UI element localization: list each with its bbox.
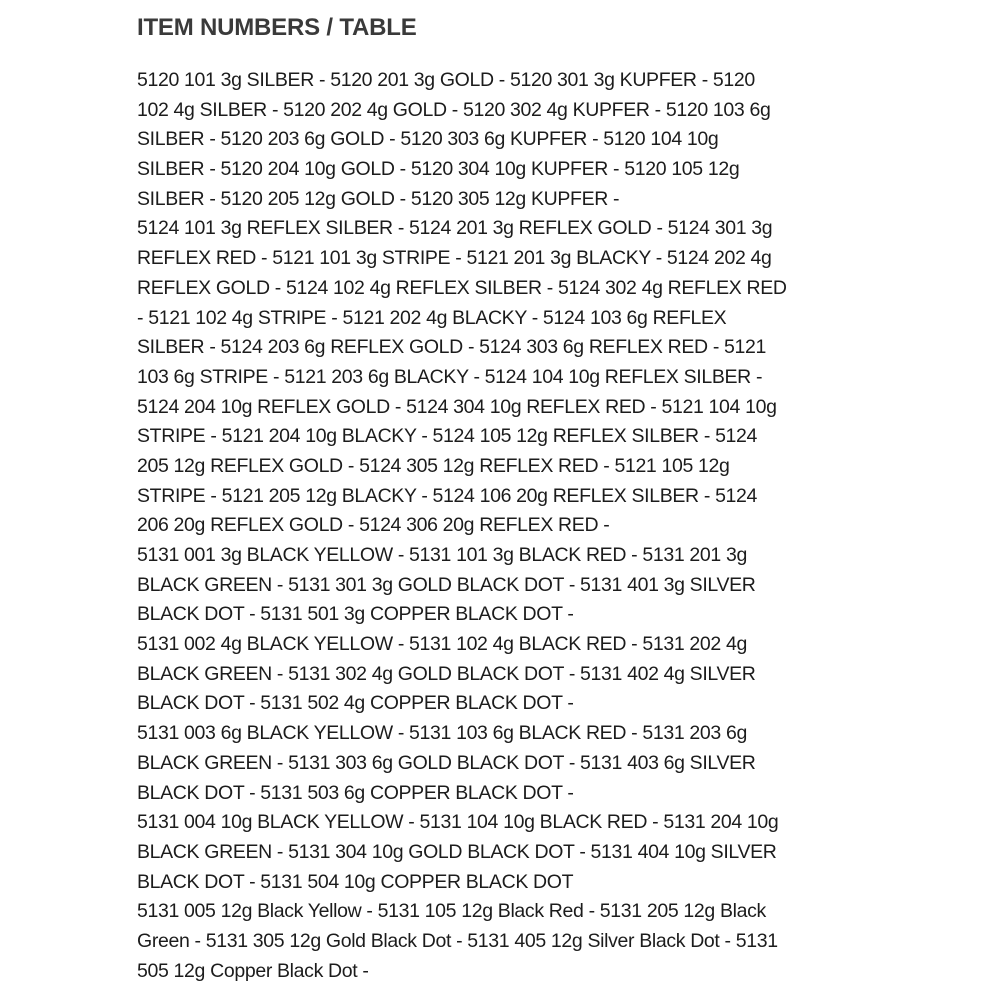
text-line: BLACK DOT - 5131 503 6g COPPER BLACK DOT -: [137, 781, 574, 804]
item-numbers-section: [137, 10, 877, 982]
text-line: BLACK DOT - 5131 501 3g COPPER BLACK DOT -: [137, 603, 574, 626]
text-line: SILBER - 5120 204 10g GOLD - 5120 304 10g KUPFER - 5120 105 12g: [137, 158, 740, 181]
text-line: 103 6g STRIPE - 5121 203 6g BLACKY - 5124 104 10g REFLEX SILBER -: [137, 365, 763, 388]
text-line: 206 20g REFLEX GOLD - 5124 306 20g REFLEX RED -: [137, 514, 610, 537]
text-line: REFLEX GOLD - 5124 102 4g REFLEX SILBER - 5124 302 4g REFLEX RED: [137, 276, 787, 299]
text-line: 5124 101 3g REFLEX SILBER - 5124 201 3g REFLEX GOLD - 5124 301 3g: [137, 217, 773, 240]
text-line: 5131 003 6g BLACK YELLOW - 5131 103 6g BLACK RED - 5131 203 6g: [137, 722, 747, 745]
text-line: BLACK DOT - 5131 502 4g COPPER BLACK DOT -: [137, 692, 574, 715]
text-line: - 5121 102 4g STRIPE - 5121 202 4g BLACKY - 5124 103 6g REFLEX: [137, 306, 727, 329]
text-line: SILBER - 5120 203 6g GOLD - 5120 303 6g KUPFER - 5120 104 10g: [137, 128, 719, 151]
text-line: BLACK DOT - 5131 504 10g COPPER BLACK DOT: [137, 870, 574, 893]
text-line: Green - 5131 305 12g Gold Black Dot - 5131 405 12g Silver Black Dot - 5131: [137, 929, 778, 952]
text-line: 505 12g Copper Black Dot -: [137, 959, 369, 982]
item-number-list: [137, 66, 877, 986]
text-line: 5131 005 12g Black Yellow - 5131 105 12g Black Red - 5131 205 12g Black: [137, 900, 766, 923]
text-line: BLACK GREEN - 5131 304 10g GOLD BLACK DOT - 5131 404 10g SILVER: [137, 840, 777, 863]
text-line: SILBER - 5120 205 12g GOLD - 5120 305 12g KUPFER -: [137, 187, 620, 210]
text-line: 102 4g SILBER - 5120 202 4g GOLD - 5120 302 4g KUPFER - 5120 103 6g: [137, 98, 771, 121]
text-line: 5131 002 4g BLACK YELLOW - 5131 102 4g BLACK RED - 5131 202 4g: [137, 633, 747, 656]
text-line: BLACK GREEN - 5131 302 4g GOLD BLACK DOT - 5131 402 4g SILVER: [137, 662, 756, 685]
text-line: SILBER - 5124 203 6g REFLEX GOLD - 5124 303 6g REFLEX RED - 5121: [137, 336, 767, 359]
text-line: REFLEX RED - 5121 101 3g STRIPE - 5121 201 3g BLACKY - 5124 202 4g: [137, 247, 772, 270]
text-line: 5131 001 3g BLACK YELLOW - 5131 101 3g BLACK RED - 5131 201 3g: [137, 544, 747, 566]
text-line: 205 12g REFLEX GOLD - 5124 305 12g REFLEX RED - 5121 105 12g: [137, 454, 730, 477]
text-line: 5120 101 3g SILBER - 5120 201 3g GOLD - 5120 301 3g KUPFER - 5120: [137, 69, 755, 91]
text-line: BLACK GREEN - 5131 303 6g GOLD BLACK DOT - 5131 403 6g SILVER: [137, 751, 756, 774]
text-line: STRIPE - 5121 204 10g BLACKY - 5124 105 12g REFLEX SILBER - 5124: [137, 425, 758, 448]
text-line: BLACK GREEN - 5131 301 3g GOLD BLACK DOT - 5131 401 3g SILVER: [137, 573, 756, 596]
text-line: STRIPE - 5121 205 12g BLACKY - 5124 106 20g REFLEX SILBER - 5124: [137, 484, 758, 507]
text-line: 5131 004 10g BLACK YELLOW - 5131 104 10g BLACK RED - 5131 204 10g: [137, 811, 779, 834]
section-heading: ITEM NUMBERS / TABLE: [137, 14, 417, 41]
text-line: 5124 204 10g REFLEX GOLD - 5124 304 10g REFLEX RED - 5121 104 10g: [137, 395, 777, 418]
